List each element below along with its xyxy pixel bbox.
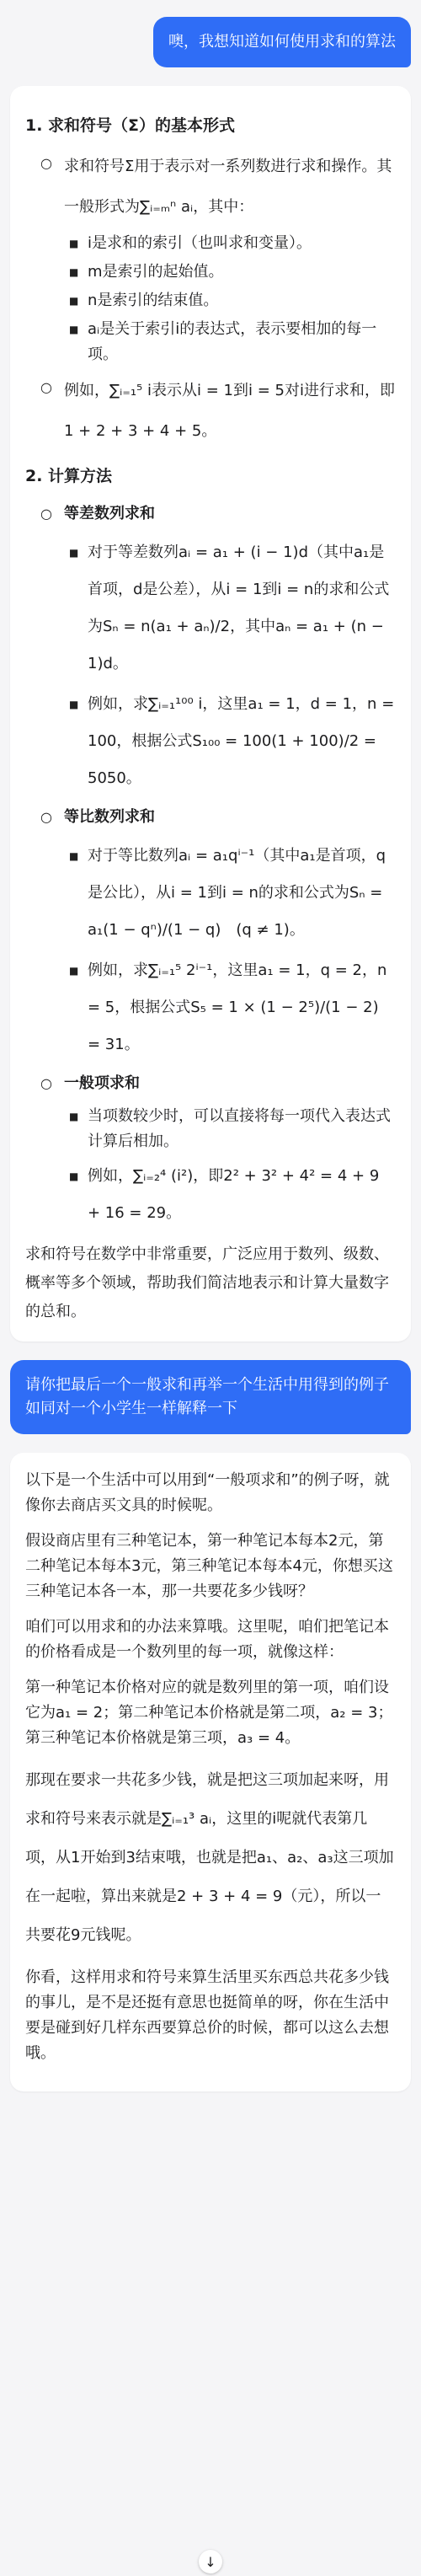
paragraph: 假设商店里有三种笔记本，第一种笔记本每本2元，第二种笔记本每本3元，第三种笔记本每本4元，你想买这三种笔记本各一本，那一共要花多少钱呀？ bbox=[25, 1532, 393, 1600]
list-item: ■ aᵢ是关于索引i的表达式，表示要相加的每一项。 bbox=[64, 317, 396, 367]
list-item: ■ 例如，求∑ᵢ₌₁⁵ 2ⁱ⁻¹，这里a₁ = 1，q = 2，n = 5，根据公式S₅ = 1 × (1 − 2⁵)/(1 − 2) = 31。 bbox=[64, 952, 396, 1063]
scroll-to-bottom-button[interactable] bbox=[199, 2550, 222, 2573]
sublist bbox=[64, 1104, 396, 1232]
list-item: ■ m是索引的起始值。 bbox=[64, 260, 396, 285]
user-message-row bbox=[10, 17, 411, 67]
list-item: ■ 对于等比数列aᵢ = a₁qⁱ⁻¹（其中a₁是首项，q是公比），从i = 1到i = n的求和公式为Sₙ = a₁(1 − qⁿ)/(1 − q) (q ≠ 1)。 bbox=[64, 838, 396, 949]
subsection-title: 等比数列求和 bbox=[64, 808, 155, 826]
paragraph: 以下是一个生活中可以用到“一般项求和”的例子呀，就像你去商店买文具的时候呢。 bbox=[25, 1471, 390, 1514]
example-text: 例如，∑ᵢ₌₁⁵ i表示从i = 1到i = 5对i进行求和，即1 + 2 + 3 + 4 + 5。 bbox=[64, 382, 395, 440]
paragraph: 那现在要求一共花多少钱，就是把这三项加起来呀，用求和符号来表示就是∑ᵢ₌₁³ aᵢ，这里的i呢就代表第几项，从1开始到3结束哦，也就是把a₁、a₂、a₃这三项加在一起啦，算出来就是2 + 3 + 4 = 9（元），所以一共要花9元钱呢。 bbox=[25, 1771, 394, 1944]
list-item bbox=[25, 371, 396, 452]
paragraph: 你看，这样用求和符号来算生活里买东西总共花多少钱的事儿，是不是还挺有意思也挺简单的呀，你在生活中要是碰到好几样东西要算总价的时候，都可以这么去想哦。 bbox=[25, 1968, 389, 2062]
user-message-2: 请你把最后一个一般求和再举一个生活中用得到的例子如同对一个小学生一样解释一下 bbox=[10, 1360, 411, 1434]
list-item: ■ i是求和的索引（也叫求和变量）。 bbox=[64, 231, 396, 256]
section-list bbox=[25, 497, 396, 1232]
sublist bbox=[64, 838, 396, 1063]
paragraph: 求和符号Σ用于表示对一系列数进行求和操作。其一般形式为∑ᵢ₌ₘⁿ aᵢ，其中： bbox=[64, 158, 392, 216]
paragraph: 咱们可以用求和的办法来算哦。这里呢，咱们把笔记本的价格看成是一个数列里的每一项，就像这样： bbox=[25, 1618, 389, 1661]
user-message-1: 噢，我想知道如何使用求和的算法 bbox=[153, 17, 411, 67]
list-item bbox=[25, 497, 396, 797]
arrow-down-icon: ↓ bbox=[205, 2553, 216, 2570]
section-list bbox=[25, 147, 396, 452]
sublist bbox=[64, 534, 396, 797]
subsection-title: 等差数列求和 bbox=[64, 505, 155, 522]
sublist bbox=[64, 231, 396, 367]
list-item: ■ 例如，∑ᵢ₌₂⁴ (i²)，即2² + 3² + 4² = 4 + 9 + 16 = 29。 bbox=[64, 1158, 396, 1232]
list-item: ■ 当项数较少时，可以直接将每一项代入表达式计算后相加。 bbox=[64, 1104, 396, 1154]
section-title: 1. 求和符号（Σ）的基本形式 bbox=[25, 116, 236, 135]
section-title: 2. 计算方法 bbox=[25, 467, 113, 485]
list-item bbox=[25, 801, 396, 1063]
list-item bbox=[25, 147, 396, 367]
assistant-message-1 bbox=[10, 86, 411, 1342]
subsection-title: 一般项求和 bbox=[64, 1074, 140, 1092]
assistant-message-2 bbox=[10, 1453, 411, 2091]
summary-text: 求和符号在数学中非常重要，广泛应用于数列、级数、概率等多个领域，帮助我们简洁地表示和计算大量数字的总和。 bbox=[25, 1245, 389, 1320]
paragraph: 第一种笔记本价格对应的就是数列里的第一项，咱们设它为a₁ = 2；第二种笔记本价格就是第二项，a₂ = 3；第三种笔记本价格就是第三项，a₃ = 4。 bbox=[25, 1679, 393, 1747]
list-item: ■ 例如，求∑ᵢ₌₁¹⁰⁰ i，这里a₁ = 1，d = 1，n = 100，根据公式S₁₀₀ = 100(1 + 100)/2 = 5050。 bbox=[64, 686, 396, 797]
list-item: ■ 对于等差数列aᵢ = a₁ + (i − 1)d（其中a₁是首项，d是公差），从i = 1到i = n的求和公式为Sₙ = n(a₁ + aₙ)/2，其中aₙ = a₁ + (n − 1)d。 bbox=[64, 534, 396, 683]
list-item: ■ n是索引的结束值。 bbox=[64, 288, 396, 313]
user-message-row bbox=[10, 1360, 411, 1434]
list-item bbox=[25, 1067, 396, 1232]
